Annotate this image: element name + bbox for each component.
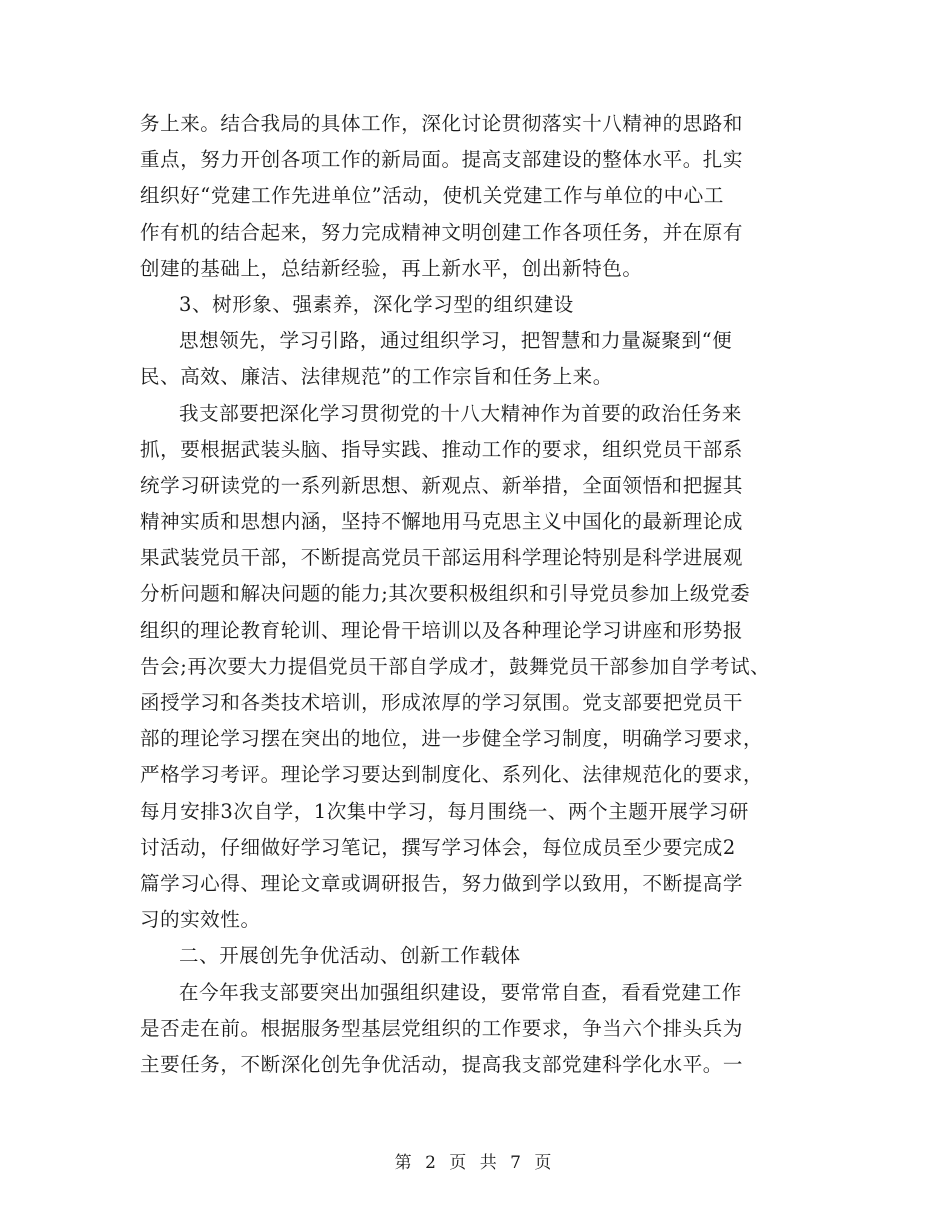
- text-line: 每月安排3次自学，1次集中学习，每月围绕一、两个主题开展学习研: [140, 799, 749, 823]
- text-line: 是否走在前。根据服务型基层党组织的工作要求，争当六个排头兵为: [140, 1016, 744, 1040]
- text-line: 3、树形象、强素养，深化学习型的组织建设: [179, 292, 574, 316]
- page-number: 第 2 页 共 7 页: [394, 1153, 556, 1173]
- document-body: [140, 106, 805, 1083]
- text-line: 组织的理论教育轮训、理论骨干培训以及各种理论学习讲座和形势报: [140, 618, 744, 642]
- text-line: 我支部要把深化学习贯彻党的十八大精神作为首要的政治任务来: [179, 401, 742, 425]
- text-line: 函授学习和各类技术培训，形成浓厚的学习氛围。党支部要把党员干: [140, 691, 744, 714]
- text-line: 作有机的结合起来，努力完成精神文明创建工作各项任务，并在原有: [140, 220, 744, 244]
- text-line: 创建的基础上，总结新经验，再上新水平，创出新特色。: [140, 256, 643, 280]
- text-line: 统学习研读党的一系列新思想、新观点、新举措，全面领悟和把握其: [140, 473, 744, 497]
- text-line: 篇学习心得、理论文章或调研报告，努力做到学以致用，不断提高学: [140, 871, 744, 895]
- text-line: 主要任务，不断深化创先争优活动，提高我支部党建科学化水平。一: [140, 1052, 744, 1076]
- text-line: 组织好“党建工作先进单位”活动，使机关党建工作与单位的中心工: [140, 184, 724, 208]
- text-line: 讨活动，仔细做好学习笔记，撰写学习体会，每位成员至少要完成2: [140, 835, 736, 859]
- text-line: 严格学习考评。理论学习要达到制度化、系列化、法律规范化的要求，: [140, 763, 764, 787]
- text-line: 习的实效性。: [140, 908, 261, 932]
- text-line: 告会;再次要大力提倡党员干部自学成才，鼓舞党员干部参加自学考试、: [140, 654, 771, 678]
- text-line: 部的理论学习摆在突出的地位，进一步健全学习制度，明确学习要求，: [140, 727, 764, 751]
- text-line: 民、高效、廉洁、法律规范”的工作宗旨和任务上来。: [140, 365, 613, 389]
- text-line: 精神实质和思想内涵，坚持不懈地用马克思主义中国化的最新理论成: [140, 510, 744, 534]
- text-line: 重点，努力开创各项工作的新局面。提高支部建设的整体水平。扎实: [140, 148, 744, 172]
- text-line: 抓，要根据武装头脑、指导实践、推动工作的要求，组织党员干部系: [140, 437, 744, 461]
- text-line: 在今年我支部要突出加强组织建设，要常常自查，看看党建工作: [179, 980, 742, 1004]
- text-line: 务上来。结合我局的具体工作，深化讨论贯彻落实十八精神的思路和: [140, 112, 744, 135]
- text-line: 二、开展创先争优活动、创新工作载体: [179, 944, 521, 968]
- text-line: 果武装党员干部，不断提高党员干部运用科学理论特别是科学进展观: [140, 546, 744, 570]
- text-line: 思想领先，学习引路，通过组织学习，把智慧和力量凝聚到“便: [179, 329, 733, 353]
- text-line: 分析问题和解决问题的能力;其次要积极组织和引导党员参加上级党委: [140, 582, 751, 606]
